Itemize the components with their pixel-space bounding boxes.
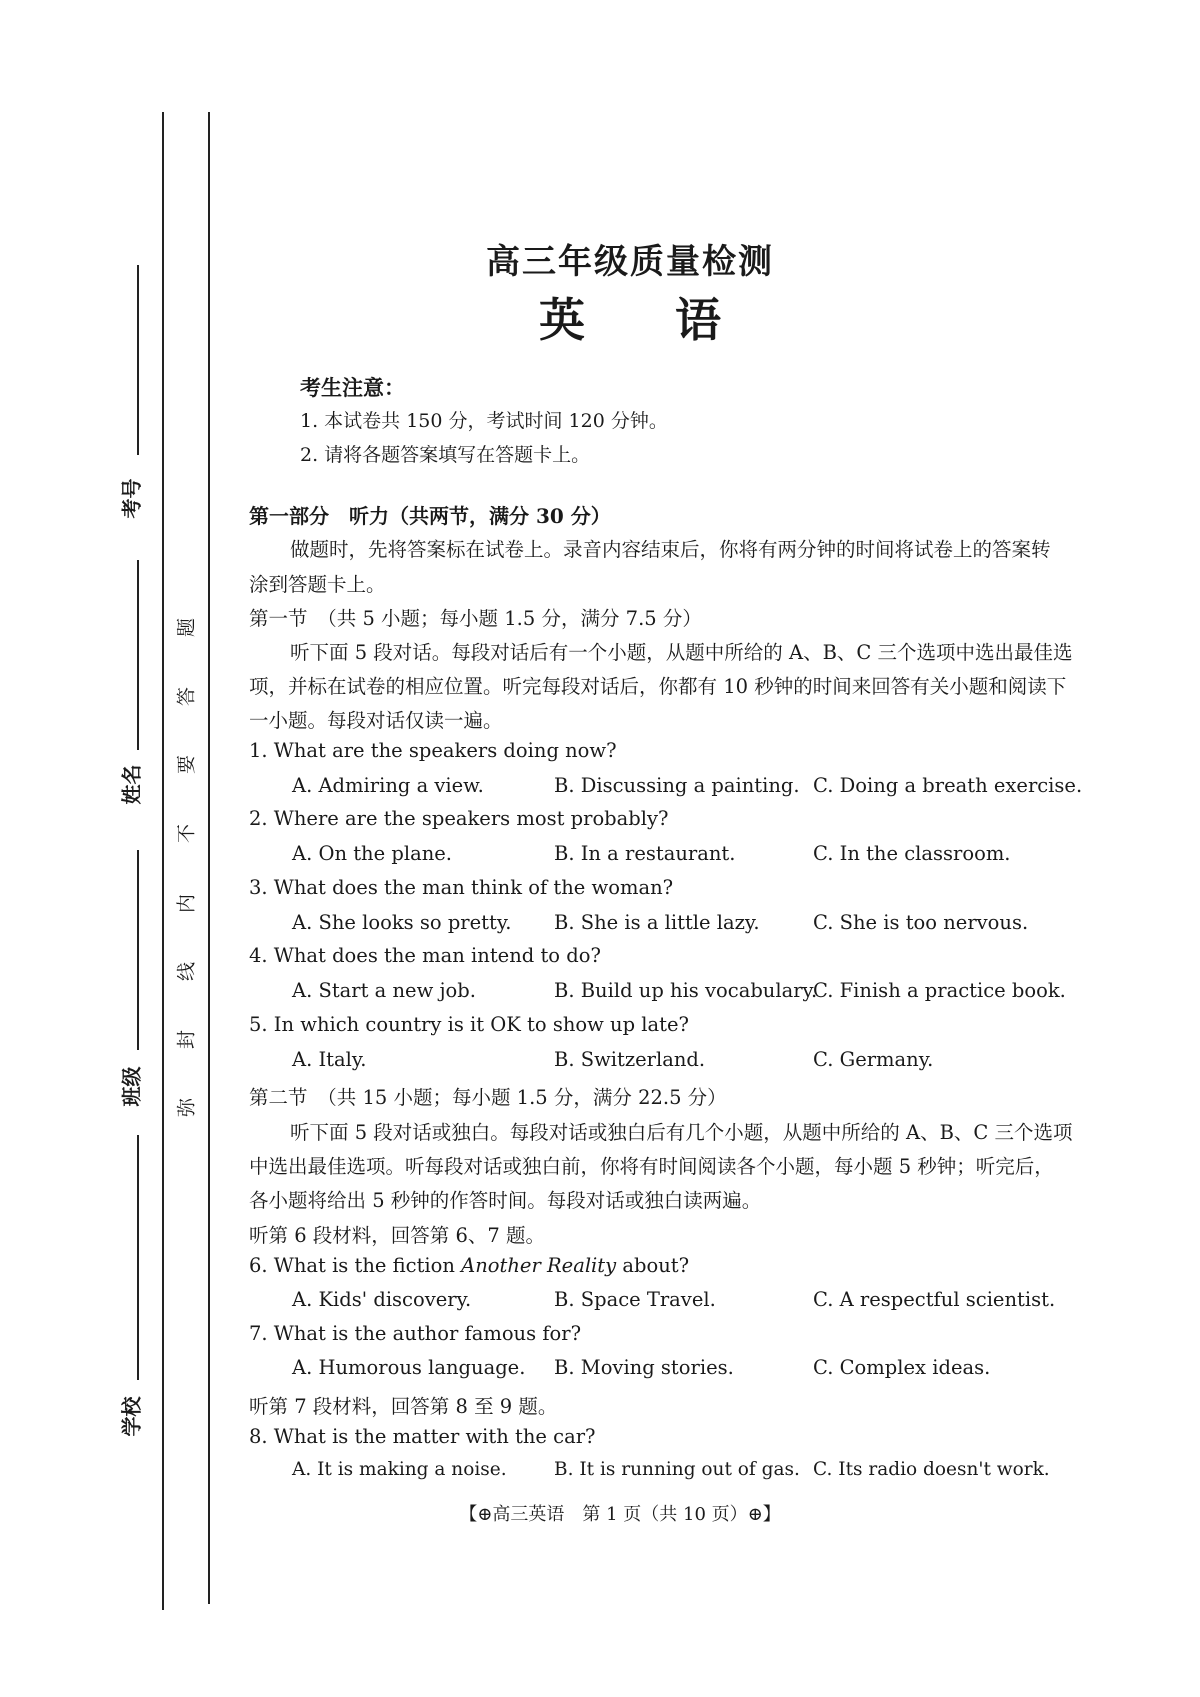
notice-item: 2. 请将各题答案填写在答题卡上。: [300, 444, 591, 466]
option-b: B. Moving stories.: [554, 1356, 734, 1379]
exam-title: 高三年级质量检测: [486, 242, 774, 282]
question-text: 1. What are the speakers doing now?: [249, 739, 617, 762]
page-footer: 【⊕高三英语 第 1 页（共 10 页）⊕】: [459, 1504, 781, 1525]
option-c: C. In the classroom.: [813, 842, 1011, 865]
section2-intro: 听下面 5 段对话或独白。每段对话或独白后有几个小题，从题中所给的 A、B、C 三个选项: [290, 1121, 1073, 1144]
part1-heading: 第一部分 听力（共两节，满分 30 分）: [249, 504, 611, 528]
option-a: A. Humorous language.: [292, 1356, 526, 1379]
option-a: A. Admiring a view.: [292, 774, 484, 797]
school-label: 学校: [119, 1396, 144, 1437]
question-text-pre: 6. What is the fiction: [249, 1254, 462, 1277]
part1-intro: 做题时，先将答案标在试卷上。录音内容结束后，你将有两分钟的时间将试卷上的答案转: [290, 538, 1051, 561]
option-a: A. On the plane.: [292, 842, 452, 865]
option-c: C. Doing a breath exercise.: [813, 774, 1083, 797]
fiction-title: Another Reality: [461, 1254, 617, 1277]
class-blank[interactable]: [137, 850, 139, 1050]
section1-intro: 项，并标在试卷的相应位置。听完每段对话后，你都有 10 秒钟的时间来回答有关小题和阅读下: [249, 675, 1067, 698]
section2-intro: 各小题将给出 5 秒钟的作答时间。每段对话或独白读两遍。: [249, 1189, 762, 1212]
seal-char: 答: [175, 687, 198, 707]
option-c: C. Its radio doesn't work.: [813, 1459, 1050, 1480]
notice-item: 1. 本试卷共 150 分，考试时间 120 分钟。: [300, 410, 668, 432]
seal-char: 弥: [175, 1098, 198, 1118]
seal-char: 题: [175, 618, 198, 638]
option-a: A. Start a new job.: [292, 979, 476, 1002]
question-text-post: about?: [616, 1254, 690, 1277]
material-instruction: 听第 6 段材料，回答第 6、7 题。: [249, 1224, 546, 1247]
option-a: A. Kids' discovery.: [292, 1288, 472, 1311]
seal-char: 不: [175, 824, 198, 844]
school-blank[interactable]: [137, 1135, 139, 1380]
question-text: 7. What is the author famous for?: [249, 1322, 582, 1345]
question-text: 4. What does the man intend to do?: [249, 944, 601, 967]
section2-intro: 中选出最佳选项。听每段对话或独白前，你将有时间阅读各个小题，每小题 5 秒钟；听完后，: [249, 1155, 1054, 1178]
seal-char: 线: [175, 962, 198, 982]
question-text: 5. In which country is it OK to show up late?: [249, 1013, 689, 1036]
question-text: [249, 1254, 689, 1277]
question-text: 3. What does the man think of the woman?: [249, 876, 674, 899]
option-a: A. Italy.: [292, 1048, 367, 1071]
section1-intro: 听下面 5 段对话。每段对话后有一个小题，从题中所给的 A、B、C 三个选项中选出最佳选: [290, 641, 1073, 664]
option-b: B. Build up his vocabulary.: [554, 979, 818, 1002]
option-a: A. It is making a noise.: [292, 1459, 507, 1480]
part1-intro: 涂到答题卡上。: [249, 573, 386, 596]
option-c: C. A respectful scientist.: [813, 1288, 1056, 1311]
option-b: B. She is a little lazy.: [554, 911, 760, 934]
option-c: C. Complex ideas.: [813, 1356, 991, 1379]
subject-title: 英语: [539, 293, 811, 347]
option-a: A. She looks so pretty.: [292, 911, 512, 934]
class-label: 班级: [119, 1066, 144, 1107]
seal-char: 要: [175, 755, 198, 775]
exam-number-label: 考号: [119, 478, 144, 519]
seal-char: 内: [175, 894, 198, 914]
name-blank[interactable]: [137, 560, 139, 750]
section1-heading: 第一节 （共 5 小题；每小题 1.5 分，满分 7.5 分）: [249, 607, 702, 630]
option-c: C. She is too nervous.: [813, 911, 1029, 934]
question-text: 2. Where are the speakers most probably?: [249, 807, 669, 830]
option-b: B. In a restaurant.: [554, 842, 736, 865]
option-b: B. It is running out of gas.: [554, 1459, 800, 1480]
seal-char: 封: [175, 1030, 198, 1050]
option-b: B. Space Travel.: [554, 1288, 716, 1311]
section2-heading: 第二节 （共 15 小题；每小题 1.5 分，满分 22.5 分）: [249, 1086, 727, 1109]
section1-intro: 一小题。每段对话仅读一遍。: [249, 709, 503, 732]
option-c: C. Finish a practice book.: [813, 979, 1066, 1002]
option-b: B. Switzerland.: [554, 1048, 706, 1071]
notice-title: 考生注意：: [300, 375, 405, 400]
question-text: 8. What is the matter with the car?: [249, 1425, 596, 1448]
option-b: B. Discussing a painting.: [554, 774, 800, 797]
option-c: C. Germany.: [813, 1048, 934, 1071]
name-label: 姓名: [119, 764, 144, 805]
material-instruction: 听第 7 段材料，回答第 8 至 9 题。: [249, 1395, 558, 1418]
